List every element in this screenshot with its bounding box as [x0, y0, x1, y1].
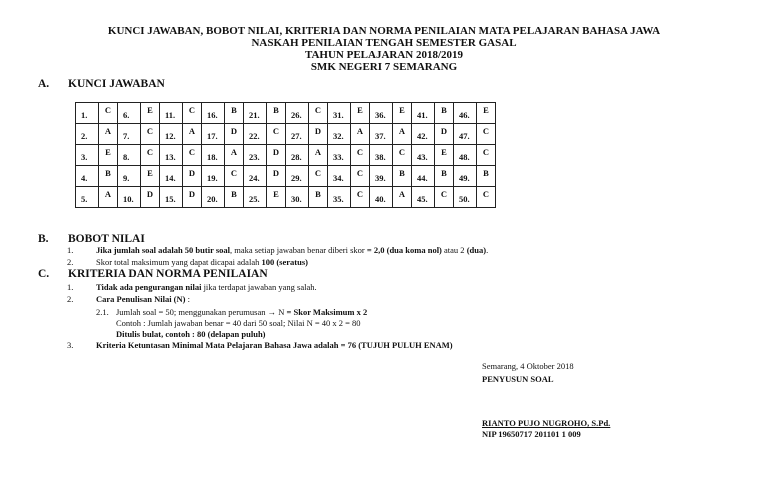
- answer-number: 27.: [286, 124, 309, 145]
- bobot-item-1-bold3: (dua): [466, 245, 487, 255]
- answer-number: 44.: [412, 166, 435, 187]
- answer-number: 17.: [202, 124, 225, 145]
- answer-number: 26.: [286, 103, 309, 124]
- kriteria-item-2-rest: :: [185, 294, 190, 304]
- answer-number: 15.: [160, 187, 183, 208]
- kriteria-item-2-text: [96, 294, 190, 304]
- answer-number: 43.: [412, 145, 435, 166]
- doc-title-line1: KUNCI JAWABAN, BOBOT NILAI, KRITERIA DAN NORMA PENILAIAN MATA PELAJARAN BAHASA JAWA: [107, 25, 661, 37]
- answer-letter: C: [141, 124, 160, 145]
- answer-letter: D: [183, 187, 202, 208]
- bobot-item-1-text: [96, 245, 488, 255]
- answer-letter: E: [435, 145, 454, 166]
- answer-number: 36.: [370, 103, 393, 124]
- answer-number: 18.: [202, 145, 225, 166]
- answer-letter: A: [99, 124, 118, 145]
- answer-number: 39.: [370, 166, 393, 187]
- answer-letter: A: [309, 145, 328, 166]
- answer-letter: C: [477, 124, 496, 145]
- answer-letter: C: [351, 145, 370, 166]
- answer-letter: E: [267, 187, 286, 208]
- answer-letter: C: [225, 166, 244, 187]
- section-c-number: C.: [38, 268, 50, 280]
- answer-letter: D: [225, 124, 244, 145]
- answer-letter: C: [393, 145, 412, 166]
- answer-letter: E: [393, 103, 412, 124]
- bobot-item-1-number: 1.: [67, 245, 74, 255]
- answer-letter: A: [393, 187, 412, 208]
- answer-number: 34.: [328, 166, 351, 187]
- answer-number: 3.: [76, 145, 99, 166]
- kriteria-item-1-rest: jika terdapat jawaban yang salah.: [201, 282, 317, 292]
- kriteria-sub-2-1-text: [116, 307, 367, 317]
- answer-number: 28.: [286, 145, 309, 166]
- table-row: [76, 124, 496, 145]
- answer-number: 4.: [76, 166, 99, 187]
- answer-number: 40.: [370, 187, 393, 208]
- answer-number: 31.: [328, 103, 351, 124]
- table-row: [76, 187, 496, 208]
- answer-number: 8.: [118, 145, 141, 166]
- section-b-title: BOBOT NILAI: [68, 233, 145, 245]
- answer-number: 24.: [244, 166, 267, 187]
- answer-number: 50.: [454, 187, 477, 208]
- answer-number: 29.: [286, 166, 309, 187]
- kriteria-sub-2-1-number: 2.1.: [96, 307, 109, 317]
- bobot-item-1-text2: atau 2: [441, 245, 467, 255]
- answer-number: 20.: [202, 187, 225, 208]
- answer-letter: B: [435, 166, 454, 187]
- kriteria-contoh: Contoh : Jumlah jawaban benar = 40 dari 50 soal; Nilai N = 40 x 2 = 80: [116, 318, 361, 328]
- answer-number: 33.: [328, 145, 351, 166]
- answer-letter: B: [99, 166, 118, 187]
- kriteria-item-1-number: 1.: [67, 282, 74, 292]
- answer-letter: E: [351, 103, 370, 124]
- answer-number: 2.: [76, 124, 99, 145]
- section-c-title: KRITERIA DAN NORMA PENILAIAN: [68, 268, 268, 280]
- answer-number: 10.: [118, 187, 141, 208]
- answer-letter: B: [477, 166, 496, 187]
- answer-number: 7.: [118, 124, 141, 145]
- answer-letter: C: [183, 103, 202, 124]
- kriteria-item-1-text: [96, 282, 317, 292]
- bobot-item-1-bold2: = 2,0 (dua koma nol): [366, 245, 442, 255]
- answer-number: 41.: [412, 103, 435, 124]
- kriteria-item-3-number: 3.: [67, 340, 74, 350]
- answer-letter: C: [141, 145, 160, 166]
- answer-letter: B: [267, 103, 286, 124]
- answer-letter: A: [351, 124, 370, 145]
- answer-letter: A: [393, 124, 412, 145]
- signature-role: PENYUSUN SOAL: [482, 374, 554, 384]
- bobot-item-2-text1: Skor total maksimum yang dapat dicapai adalah: [96, 257, 262, 267]
- doc-title-line4: SMK NEGERI 7 SEMARANG: [310, 61, 458, 73]
- answer-letter: D: [183, 166, 202, 187]
- bobot-item-2-number: 2.: [67, 257, 74, 267]
- bobot-item-1-text1: , maka setiap jawaban benar diberi skor: [230, 245, 367, 255]
- answer-letter: D: [141, 187, 160, 208]
- answer-number: 38.: [370, 145, 393, 166]
- answer-number: 9.: [118, 166, 141, 187]
- answer-number: 47.: [454, 124, 477, 145]
- bobot-item-1-bold1: Jika jumlah soal adalah 50 butir soal: [96, 245, 230, 255]
- answer-letter: C: [267, 124, 286, 145]
- answer-number: 37.: [370, 124, 393, 145]
- answer-letter: C: [351, 166, 370, 187]
- signature-name: RIANTO PUJO NUGROHO, S.Pd.: [482, 418, 611, 428]
- answer-number: 25.: [244, 187, 267, 208]
- answer-letter: C: [309, 166, 328, 187]
- answer-letter: B: [435, 103, 454, 124]
- answer-letter: E: [141, 103, 160, 124]
- table-row: [76, 103, 496, 124]
- kriteria-ditulis: Ditulis bulat, contoh : 80 (delapan puluh): [116, 329, 266, 339]
- kriteria-sub-2-1-formula: Jumlah soal = 50; menggunakan perumusan → N: [116, 307, 285, 317]
- kriteria-item-1-bold: Tidak ada pengurangan nilai: [96, 282, 202, 292]
- section-a-title: KUNCI JAWABAN: [68, 78, 165, 90]
- answer-number: 48.: [454, 145, 477, 166]
- answer-number: 1.: [76, 103, 99, 124]
- answer-letter: B: [393, 166, 412, 187]
- answer-letter: A: [99, 187, 118, 208]
- answer-letter: A: [225, 145, 244, 166]
- answer-letter: C: [435, 187, 454, 208]
- answer-letter: C: [477, 187, 496, 208]
- answer-letter: D: [267, 145, 286, 166]
- answer-letter: D: [309, 124, 328, 145]
- answer-number: 12.: [160, 124, 183, 145]
- kriteria-item-3-text: Kriteria Ketuntasan Minimal Mata Pelajaran Bahasa Jawa adalah = 76 (TUJUH PULUH ENAM): [96, 340, 453, 350]
- answer-number: 14.: [160, 166, 183, 187]
- answer-letter: B: [225, 103, 244, 124]
- answer-letter: B: [309, 187, 328, 208]
- kriteria-item-2-bold: Cara Penulisan Nilai (N): [96, 294, 186, 304]
- answer-letter: A: [183, 124, 202, 145]
- answer-letter: C: [477, 145, 496, 166]
- answer-number: 21.: [244, 103, 267, 124]
- kriteria-sub-2-1-bold: = Skor Maksimum x 2: [284, 307, 368, 317]
- answer-letter: C: [309, 103, 328, 124]
- answer-number: 13.: [160, 145, 183, 166]
- answer-letter: D: [267, 166, 286, 187]
- answer-number: 49.: [454, 166, 477, 187]
- answer-number: 23.: [244, 145, 267, 166]
- answer-key-table: [75, 102, 496, 208]
- answer-number: 32.: [328, 124, 351, 145]
- answer-number: 42.: [412, 124, 435, 145]
- table-row: [76, 166, 496, 187]
- answer-number: 46.: [454, 103, 477, 124]
- answer-number: 5.: [76, 187, 99, 208]
- bobot-item-2-text: [96, 257, 308, 267]
- bobot-item-1-text3: .: [486, 245, 489, 255]
- section-b-number: B.: [38, 233, 49, 245]
- answer-letter: E: [99, 145, 118, 166]
- signature-nip: NIP 19650717 201101 1 009: [482, 429, 581, 439]
- kriteria-item-2-number: 2.: [67, 294, 74, 304]
- answer-letter: C: [183, 145, 202, 166]
- answer-number: 11.: [160, 103, 183, 124]
- answer-number: 35.: [328, 187, 351, 208]
- answer-number: 19.: [202, 166, 225, 187]
- signature-place-date: Semarang, 4 Oktober 2018: [482, 361, 574, 371]
- answer-letter: C: [351, 187, 370, 208]
- answer-number: 6.: [118, 103, 141, 124]
- answer-number: 30.: [286, 187, 309, 208]
- answer-letter: C: [99, 103, 118, 124]
- doc-title-line3: TAHUN PELAJARAN 2018/2019: [304, 49, 464, 61]
- answer-number: 16.: [202, 103, 225, 124]
- answer-letter: E: [477, 103, 496, 124]
- answer-letter: D: [435, 124, 454, 145]
- bobot-item-2-bold1: 100 (seratus): [261, 257, 308, 267]
- answer-number: 45.: [412, 187, 435, 208]
- table-row: [76, 145, 496, 166]
- answer-letter: B: [225, 187, 244, 208]
- answer-letter: E: [141, 166, 160, 187]
- answer-number: 22.: [244, 124, 267, 145]
- section-a-number: A.: [38, 78, 50, 90]
- doc-title-line2: NASKAH PENILAIAN TENGAH SEMESTER GASAL: [251, 37, 517, 49]
